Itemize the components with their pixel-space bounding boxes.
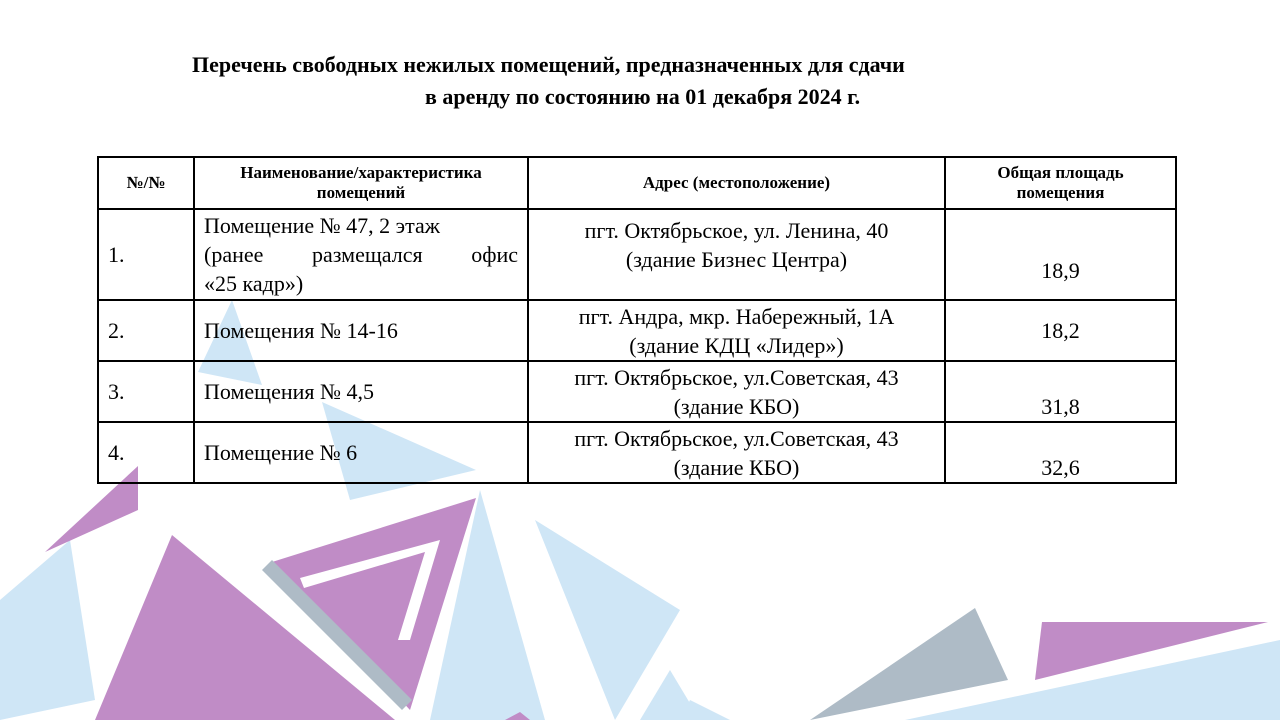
row-address-line: пгт. Андра, мкр. Набережный, 1А	[578, 303, 895, 329]
header-name: Наименование/характеристика помещений	[194, 157, 528, 209]
row-address	[528, 361, 945, 422]
table-row	[98, 209, 1176, 300]
row-address	[528, 209, 945, 300]
page-title-line-1: Перечень свободных нежилых помещений, предназначенных для сдачи	[192, 52, 905, 77]
row-name: Помещения № 4,5	[194, 361, 528, 422]
header-area: Общая площадь помещения	[945, 157, 1176, 209]
row-number: 1.	[98, 209, 194, 300]
row-address	[528, 300, 945, 361]
row-address	[528, 422, 945, 483]
row-address-line: пгт. Октябрьское, ул.Советская, 43	[574, 425, 899, 451]
header-number: №/№	[98, 157, 194, 209]
header-address: Адрес (местоположение)	[528, 157, 945, 209]
row-name	[194, 209, 528, 300]
row-name-line: Помещение № 47, 2 этаж	[204, 213, 440, 238]
table-row	[98, 422, 1176, 483]
table-row	[98, 361, 1176, 422]
page-title-line-2: в аренду по состоянию на 01 декабря 2024 г.	[425, 84, 861, 109]
row-area: 31,8	[945, 361, 1176, 422]
row-number: 4.	[98, 422, 194, 483]
row-area: 18,9	[945, 209, 1176, 300]
row-address-line: (здание Бизнес Центра)	[625, 247, 848, 272]
premises-table	[97, 156, 1177, 484]
row-area: 18,2	[945, 300, 1176, 361]
row-address-line: (здание КБО)	[673, 454, 800, 480]
row-name-line: (ранее размещался офис	[204, 242, 518, 267]
row-address-line: пгт. Октябрьское, ул. Ленина, 40	[584, 218, 889, 243]
deco-triangle-blue	[0, 540, 95, 720]
row-number: 3.	[98, 361, 194, 422]
row-name: Помещения № 14-16	[194, 300, 528, 361]
row-address-line: пгт. Октябрьское, ул.Советская, 43	[574, 364, 899, 390]
row-area: 32,6	[945, 422, 1176, 483]
row-name-line: «25 кадр»)	[204, 271, 304, 296]
deco-triangle-gray	[810, 608, 1008, 720]
row-address-line: (здание КБО)	[673, 393, 800, 419]
table-row	[98, 300, 1176, 361]
row-address-line: (здание КДЦ «Лидер»)	[629, 332, 844, 358]
row-name: Помещение № 6	[194, 422, 528, 483]
table-header-row	[98, 157, 1176, 209]
row-number: 2.	[98, 300, 194, 361]
